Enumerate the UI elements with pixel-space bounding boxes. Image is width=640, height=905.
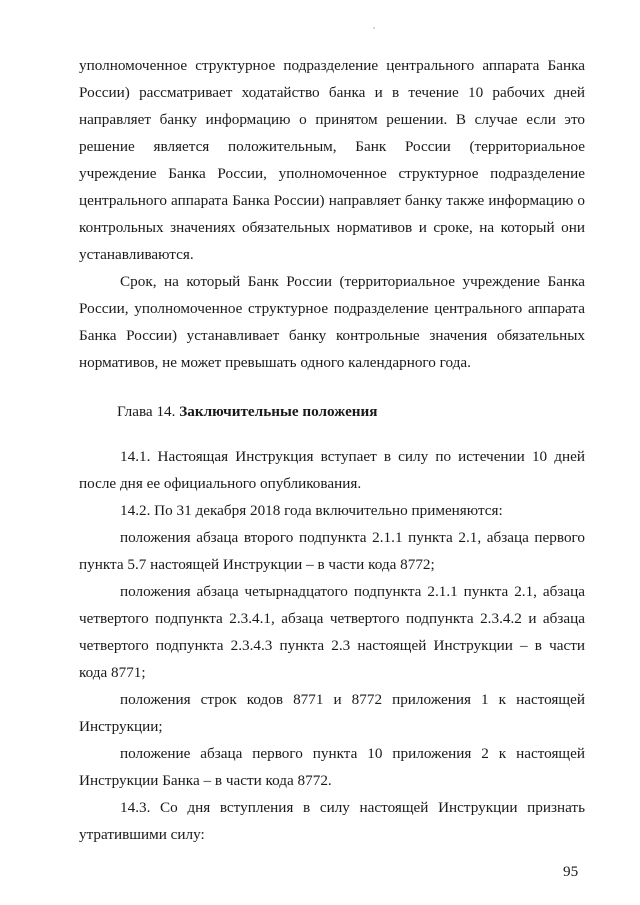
scan-speck bbox=[373, 27, 375, 29]
page-number: 95 bbox=[563, 863, 579, 880]
paragraph-continuation: уполномоченное структурное подразделение центрального аппарата Банка России) рассматривает ходатайство банка и в течение 10 рабочих дней направляет банку информацию о принятом решении. В случае если это решение является положительным, Банк России (территориальное учреждение Банка России, уполномоченное структурное подразделение центрального аппарата Банка России) направляет банку также информацию о контрольных значениях обязательных нормативов и сроке, на который они устанавливаются. bbox=[79, 57, 585, 263]
chapter-heading bbox=[117, 398, 378, 425]
paragraph-term-limit: Срок, на который Банк России (территориальное учреждение Банка России, уполномоченное структурное подразделение центрального аппарата Банка России) устанавливает банку контрольные значения обязательных нормативов, не может превышать одного календарного года. bbox=[79, 273, 585, 371]
clause-14-3: 14.3. Со дня вступления в силу настоящей Инструкции признать утратившими силу: bbox=[79, 799, 585, 843]
clause-14-2: 14.2. По 31 декабря 2018 года включительно применяются: bbox=[120, 502, 503, 519]
list-item: положение абзаца первого пункта 10 приложения 2 к настоящей Инструкции Банка – в части кода 8772. bbox=[79, 745, 585, 789]
body-text-top bbox=[79, 52, 585, 376]
chapter-number: Глава 14. bbox=[117, 403, 176, 420]
clause-14-1: 14.1. Настоящая Инструкция вступает в силу по истечении 10 дней после дня ее официального опубликования. bbox=[79, 448, 585, 492]
list-item: положения абзаца второго подпункта 2.1.1 пункта 2.1, абзаца первого пункта 5.7 настоящей Инструкции – в части кода 8772; bbox=[79, 529, 585, 573]
body-text-chapter bbox=[79, 443, 585, 848]
chapter-title: Заключительные положения bbox=[179, 403, 378, 420]
list-item: положения абзаца четырнадцатого подпункта 2.1.1 пункта 2.1, абзаца четвертого подпункта 2.3.4.1, абзаца четвертого подпункта 2.3.4.2 и абзаца четвертого подпункта 2.3.4.3 пункта 2.3 настоящей Инструкции – в части кода 8771; bbox=[79, 583, 585, 681]
list-item: положения строк кодов 8771 и 8772 приложения 1 к настоящей Инструкции; bbox=[79, 691, 585, 735]
